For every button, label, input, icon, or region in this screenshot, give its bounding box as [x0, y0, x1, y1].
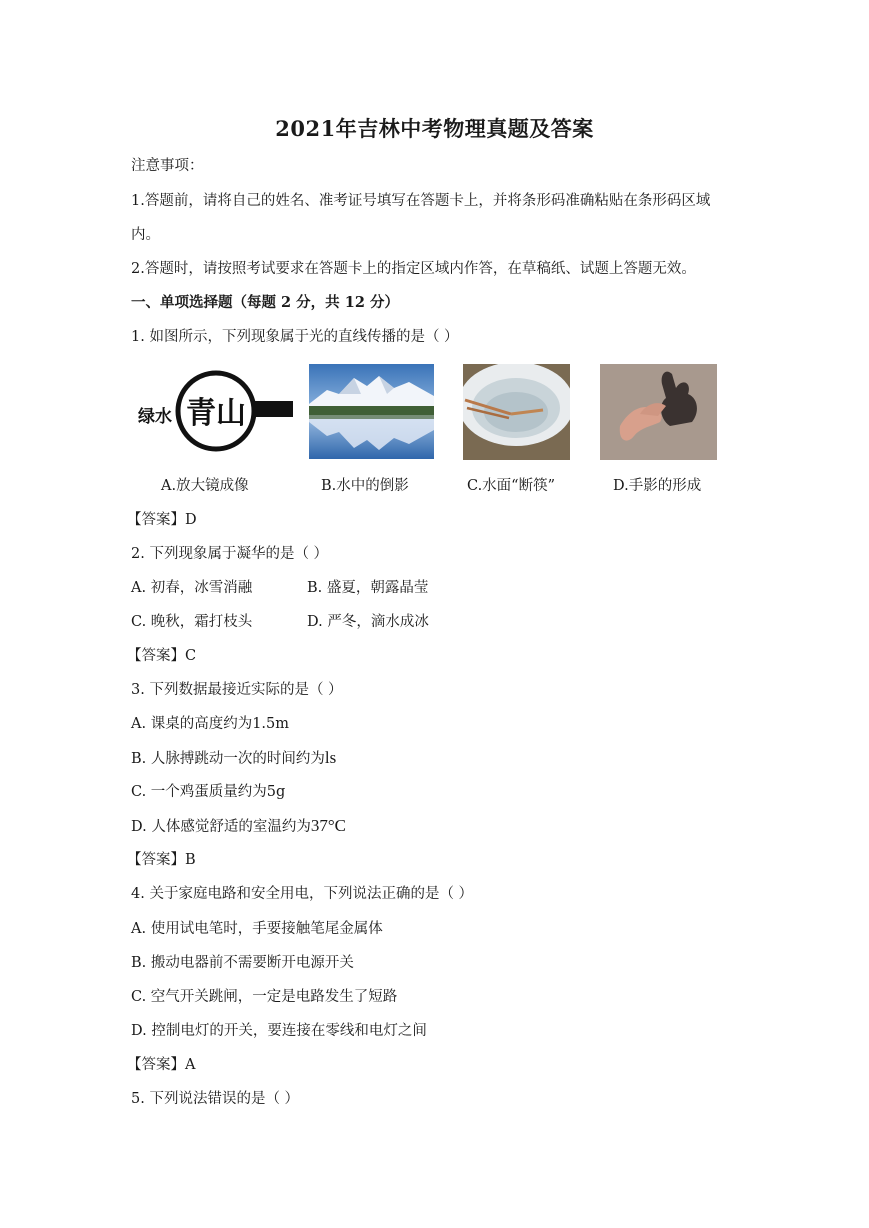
question-2-stem: 2. 下列现象属于凝华的是（ ）	[131, 546, 329, 562]
question-1-stem: 1. 如图所示，下列现象属于光的直线传播的是（ ）	[131, 329, 459, 345]
question-5-stem: 5. 下列说法错误的是（ ）	[131, 1091, 300, 1107]
answer-1: 【答案】D	[127, 512, 197, 528]
question-2-option-b: B. 盛夏，朝露晶莹	[307, 580, 429, 596]
figure-text-lvshui: 绿水	[138, 407, 172, 427]
question-3-option-c: C. 一个鸡蛋质量约为5g	[131, 784, 286, 800]
notice-heading: 注意事项：	[131, 158, 204, 174]
answer-4: 【答案】A	[127, 1057, 196, 1073]
question-2-option-a: A. 初春，冰雪消融	[131, 580, 253, 596]
page-title: 2021年吉林中考物理真题及答案	[275, 116, 594, 141]
question-3-option-d: D. 人体感觉舒适的室温约为37°C	[131, 816, 346, 835]
option-b-value: ls	[324, 748, 337, 767]
question-3-option-b: B. 人脉搏跳动一次的时间约为ls	[131, 748, 337, 767]
caption-a: A.放大镜成像	[161, 478, 249, 494]
figure-text-qingshan: 青山	[186, 396, 246, 431]
figure-reflection	[309, 364, 434, 459]
question-3-option-a: A. 课桌的高度约为1.5m	[131, 716, 290, 732]
question-2-option-d: D. 严冬，滴水成冰	[307, 614, 429, 630]
figure-broken-chopstick	[463, 364, 570, 460]
question-4-stem: 4. 关于家庭电路和安全用电，下列说法正确的是（ ）	[131, 886, 474, 902]
notice-item-1-cont: 内。	[131, 227, 160, 243]
section-heading: 一、单项选择题（每题 2 分，共 12 分）	[131, 294, 399, 311]
caption-d: D.手影的形成	[613, 478, 702, 494]
figure-magnifier	[135, 366, 295, 458]
figure-hand-shadow	[600, 364, 717, 460]
option-d-value: 37°C	[310, 816, 346, 835]
question-4-option-d: D. 控制电灯的开关，要连接在零线和电灯之间	[131, 1023, 427, 1039]
answer-2: 【答案】C	[127, 648, 197, 664]
caption-b: B.水中的倒影	[321, 478, 409, 494]
notice-item-2: 2.答题时，请按照考试要求在答题卡上的指定区域内作答，在草稿纸、试题上答题无效。	[131, 261, 696, 277]
option-c-value: 5g	[266, 784, 286, 800]
caption-c: C.水面“断筷”	[467, 478, 556, 494]
question-2-option-c: C. 晚秋，霜打枝头	[131, 614, 253, 630]
question-4-option-a: A. 使用试电笔时，手要接触笔尾金属体	[131, 921, 383, 937]
answer-3: 【答案】B	[127, 852, 196, 868]
option-a-value: 1.5m	[252, 716, 290, 732]
question-3-stem: 3. 下列数据最接近实际的是（ ）	[131, 682, 343, 698]
notice-item-1: 1.答题前，请将自己的姓名、准考证号填写在答题卡上，并将条形码准确粘贴在条形码区域	[131, 193, 711, 209]
question-4-option-b: B. 搬动电器前不需要断开电源开关	[131, 955, 354, 971]
question-4-option-c: C. 空气开关跳闸，一定是电路发生了短路	[131, 989, 398, 1005]
